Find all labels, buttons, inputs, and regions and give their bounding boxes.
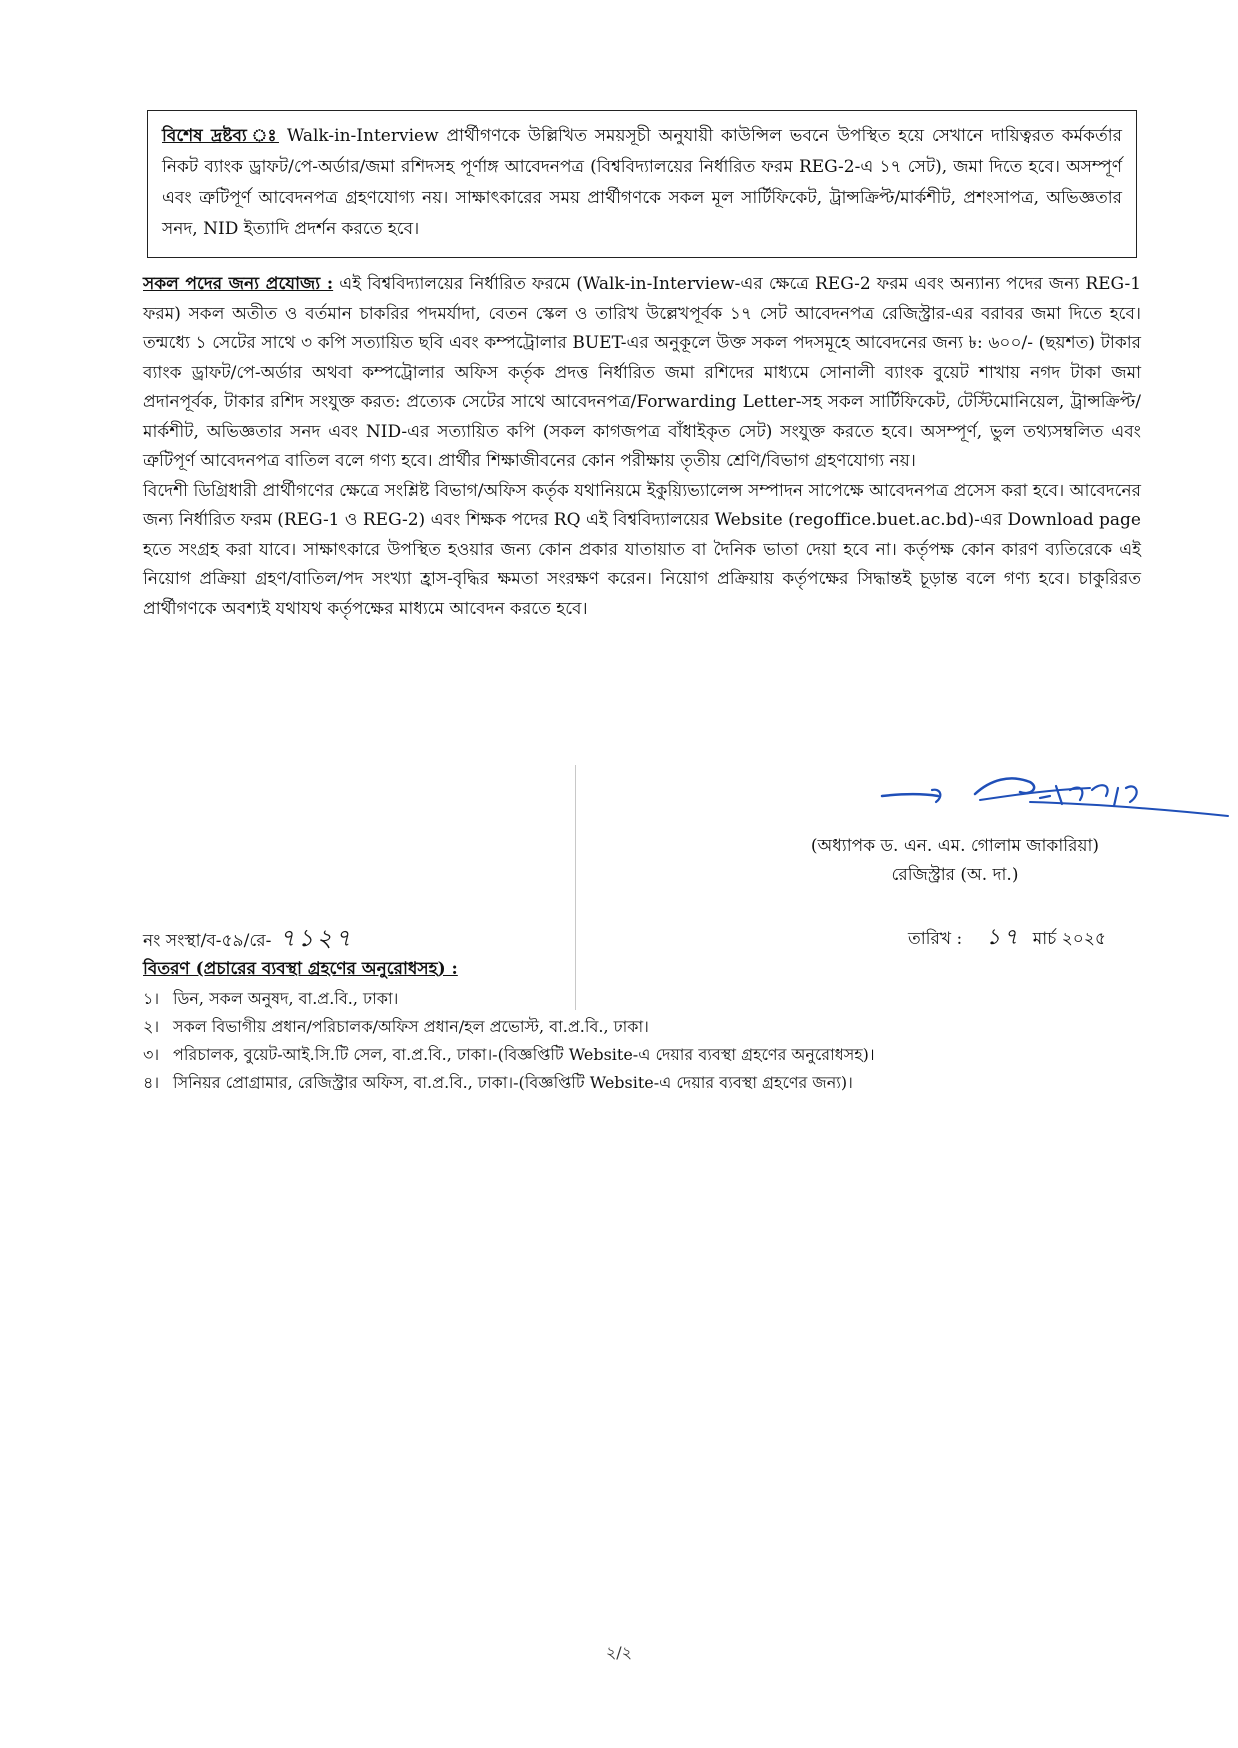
memo-label: নং সংস্থা/ব-৫৯/রে-	[143, 931, 272, 951]
list-item: ৪। সিনিয়র প্রোগ্রামার, রেজিস্ট্রার অফিস, বা.প্র.বি., ঢাকা।-(বিজ্ঞপ্তিটি Website-এ দেয়ার ব্যবস্থা গ্রহণের জন্য)।	[143, 1073, 853, 1092]
handwritten-signature	[880, 760, 1230, 840]
general-lead: সকল পদের জন্য প্রযোজ্য :	[143, 274, 334, 294]
distribution-list	[143, 985, 875, 1097]
general-text-foreign-degrees: বিদেশী ডিগ্রিধারী প্রার্থীগণের ক্ষেত্রে সংশ্লিষ্ট বিভাগ/অফিস কর্তৃক যথানিয়মে ইকুয়্যিভ্যালেন্স সম্পাদন সাপেক্ষে আবেদনপত্র প্রসেস করা হবে। আবেদনের জন্য নির্ধারিত ফরম (REG-1 ও REG-2) এবং শিক্ষক পদের RQ এই বিশ্ববিদ্যালয়ের Website (regoffice.buet.ac.bd)-এর Download page হতে সংগ্রহ করা যাবে। সাক্ষাৎকারে উপস্থিত হওয়ার জন্য কোন প্রকার যাতায়াত বা দৈনিক ভাতা দেয়া হবে না। কর্তৃপক্ষ কোন কারণ ব্যতিরেকে এই নিয়োগ প্রক্রিয়া গ্রহণ/বাতিল/পদ সংখ্যা হ্রাস-বৃদ্ধির ক্ষমতা সংরক্ষণ করেন। নিয়োগ প্রক্রিয়ায় কর্তৃপক্ষের সিদ্ধান্তই চূড়ান্ত বলে গণ্য হবে। চাকুরিরত প্রার্থীগণকে অবশ্যই যথাযথ কর্তৃপক্ষের মাধ্যমে আবেদন করতে হবে।	[143, 480, 1141, 619]
page-number: ২/২	[605, 1643, 633, 1662]
distribution-title: বিতরণ (প্রচারের ব্যবস্থা গ্রহণের অনুরোধসহ) :	[143, 959, 458, 979]
list-item: ১। ডিন, সকল অনুষদ, বা.প্র.বি., ঢাকা।	[143, 989, 399, 1008]
list-item: ২। সকল বিভাগীয় প্রধান/পরিচালক/অফিস প্রধান/হল প্রভোস্ট, বা.প্র.বি., ঢাকা।	[143, 1017, 649, 1036]
notice-text: Walk-in-Interview প্রার্থীগণকে উল্লিখিত সময়সূচী অনুযায়ী কাউন্সিল ভবনে উপস্থিত হয়ে সেখানে দায়িত্বরত কর্মকর্তার নিকট ব্যাংক ড্রাফট/পে-অর্ডার/জমা রশিদসহ পূর্ণাঙ্গ আবেদনপত্র (বিশ্ববিদ্যালয়ের নির্ধারিত ফরম REG-2-এ ১৭ সেট), জমা দিতে হবে। অসম্পূর্ণ এবং ত্রুটিপূর্ণ আবেদনপত্র গ্রহণযোগ্য নয়। সাক্ষাৎকারের সময় প্রার্থীগণকে সকল মূল সার্টিফিকেট, ট্রান্সক্রিপ্ট/মার্কশীট, প্রশংসাপত্র, অভিজ্ঞতার সনদ, NID ইত্যাদি প্রদর্শন করতে হবে।	[162, 126, 1122, 239]
general-instructions	[143, 270, 1141, 624]
notice-lead: বিশেষ দ্রষ্টব্য ঃ	[162, 126, 279, 146]
date-month-year: মার্চ ২০২৫	[1032, 929, 1106, 949]
signatory-block	[760, 832, 1150, 890]
scan-artifact-line	[575, 765, 576, 1010]
special-notice-box	[147, 110, 1137, 258]
date-day: ১৭	[986, 925, 1021, 950]
signatory-name: (অধ্যাপক ড. এন. এম. গোলাম জাকারিয়া)	[810, 836, 1100, 856]
memo-number	[143, 920, 354, 960]
memo-handwritten-number: ৭১২৭	[279, 924, 354, 952]
general-text: এই বিশ্ববিদ্যালয়ের নির্ধারিত ফরমে (Walk-in-Interview-এর ক্ষেত্রে REG-2 ফরম এবং অন্যান্য পদের জন্য REG-1 ফরম) সকল অতীত ও বর্তমান চাকরির পদমর্যাদা, বেতন স্কেল ও তারিখ উল্লেখপূর্বক ১৭ সেট আবেদনপত্র রেজিস্ট্রার-এর বরাবর জমা দিতে হবে। তন্মধ্যে ১ সেটের সাথে ৩ কপি সত্যায়িত ছবি এবং কম্পট্রোলার BUET-এর অনুকূলে উক্ত সকল পদসমূহে আবেদনের জন্য ৳: ৬০০/- (ছয়শত) টাকার ব্যাংক ড্রাফট/পে-অর্ডার অথবা কম্পট্রোলার অফিস কর্তৃক প্রদত্ত নির্ধারিত জমা রশিদের মাধ্যমে সোনালী ব্যাংক বুয়েট শাখায় নগদ টাকা জমা প্রদানপূর্বক, টাকার রশিদ সংযুক্ত করত: প্রত্যেক সেটের সাথে আবেদনপত্র/Forwarding Letter-সহ সকল সার্টিফিকেট, টেস্টিমোনিয়েল, ট্রান্সক্রিপ্ট/মার্কশীট, অভিজ্ঞতার সনদ এবং NID-এর সত্যায়িত কপি (সকল কাগজপত্র বাঁধাইকৃত সেট) সংযুক্ত করতে হবে। অসম্পূর্ণ, ভুল তথ্যসম্বলিত এবং ত্রুটিপূর্ণ আবেদনপত্র বাতিল বলে গণ্য হবে। প্রার্থীর শিক্ষাজীবনের কোন পরীক্ষায় তৃতীয় শ্রেণি/বিভাগ গ্রহণযোগ্য নয়।	[143, 274, 1142, 471]
date-label: তারিখ :	[908, 929, 963, 949]
issue-date	[908, 920, 1106, 957]
list-item: ৩। পরিচালক, বুয়েট-আই.সি.টি সেল, বা.প্র.বি., ঢাকা।-(বিজ্ঞপ্তিটি Website-এ দেয়ার ব্যবস্থা গ্রহণের অনুরোধসহ)।	[143, 1045, 875, 1064]
signatory-title: রেজিস্ট্রার (অ. দা.)	[891, 865, 1019, 885]
